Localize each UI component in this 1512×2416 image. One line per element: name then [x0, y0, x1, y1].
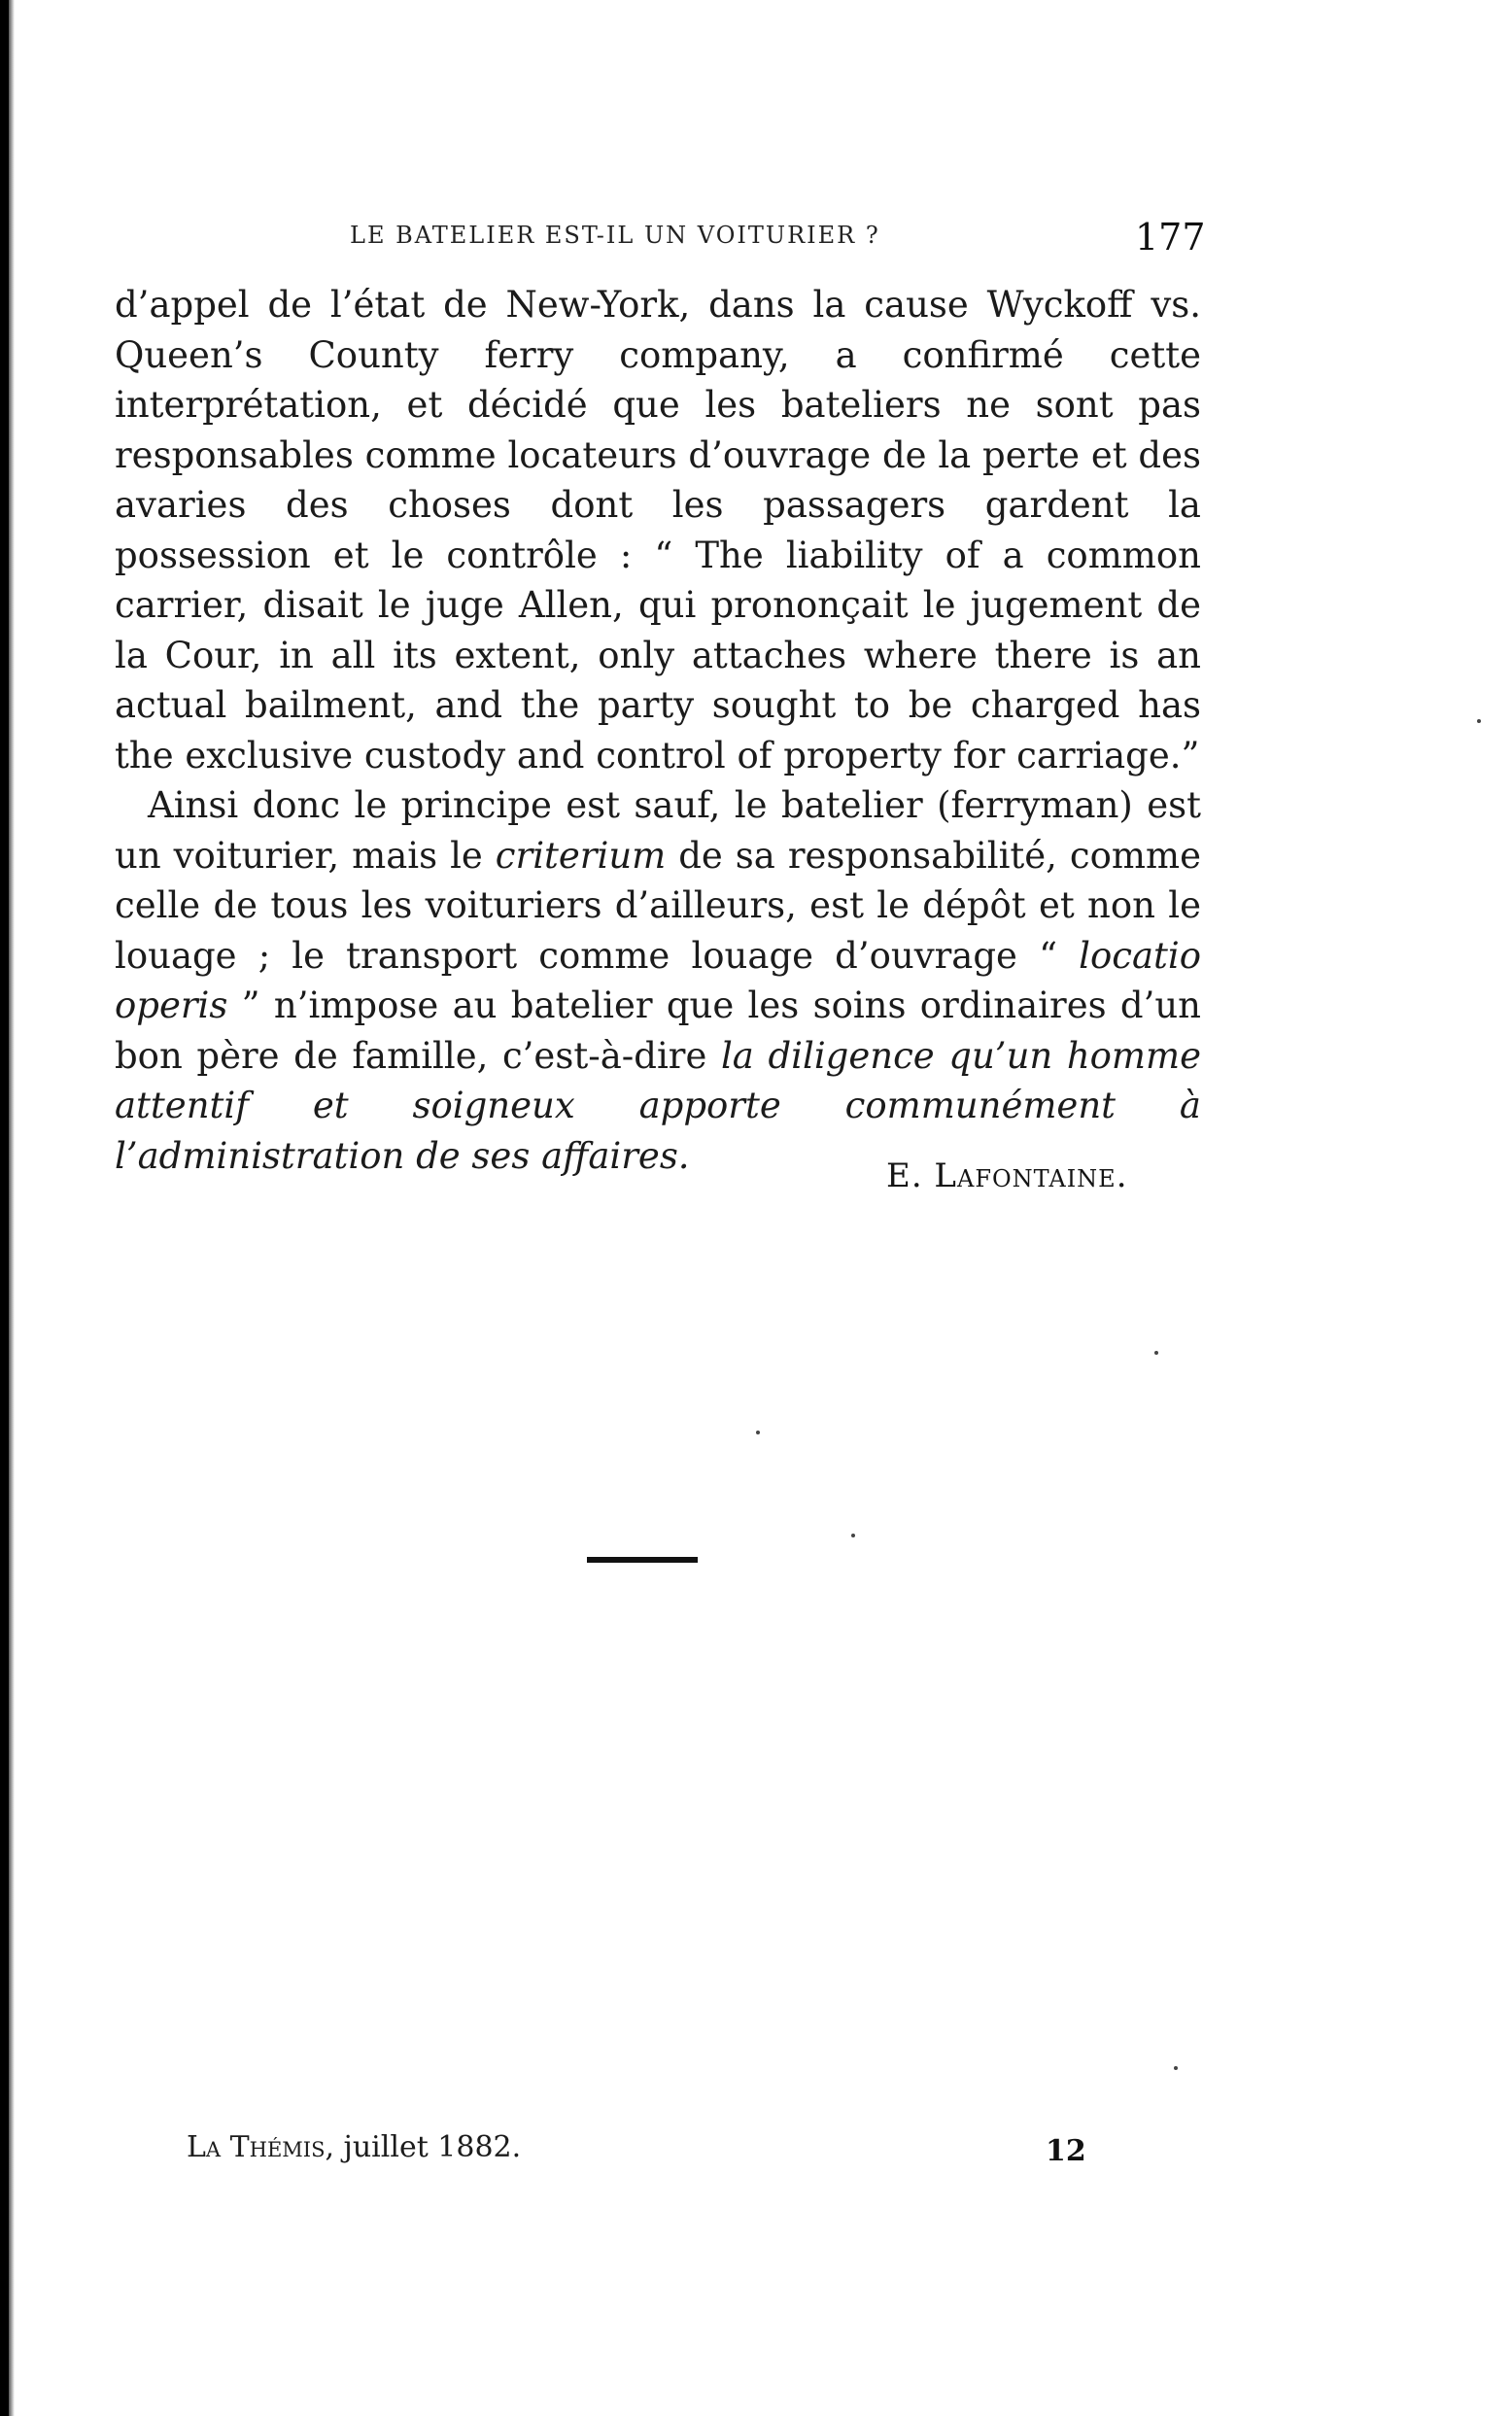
paragraph-2-part-2: de sa responsabilité, comme celle de tous les voituriers d’ailleurs, est le dépôt et non le louage ; le transport comme louage d’ouvrage “	[115, 834, 1201, 977]
scan-speck	[851, 1534, 855, 1537]
section-divider	[587, 1557, 698, 1563]
binding-shadow	[9, 0, 15, 2416]
author-signature: E. Lafontaine.	[886, 1156, 1128, 1195]
printer-signature: 12	[1046, 2134, 1086, 2168]
paragraph-2	[115, 780, 1201, 1181]
paragraph-2-part-3: ” n’impose au batelier que les soins ordinaires d’un bon père de famille, c’est-à-dire	[115, 984, 1201, 1077]
body-text	[115, 280, 1201, 1181]
running-head: LE BATELIER EST-IL UN VOITURIER ?	[350, 222, 880, 249]
scan-speck	[756, 1431, 760, 1434]
scan-speck	[1477, 719, 1481, 723]
binding-edge	[0, 0, 9, 2416]
page-number: 177	[1135, 216, 1206, 259]
scan-speck	[1174, 2066, 1178, 2070]
paragraph-2-italic-2: locatio operis	[115, 934, 1201, 1026]
scan-speck	[1154, 1351, 1158, 1355]
footer-journal: La Thémis,	[187, 2130, 334, 2164]
paragraph-2-italic-1: criterium	[495, 834, 667, 877]
footer-date: juillet 1882.	[334, 2130, 522, 2164]
footer-source	[187, 2130, 521, 2164]
paragraph-2-part-1: Ainsi donc le principe est sauf, le batelier (ferryman) est un voiturier, mais le	[115, 784, 1201, 877]
paragraph-1: d’appel de l’état de New-York, dans la cause Wyckoff vs. Queen’s County ferry company, a confirmé cette interprétation, et décidé que les bateliers ne sont pas responsables comme locateurs d’ouvrage de la perte et des avaries des choses dont les passagers gardent la possession et le contrôle : “ The liability of a common carrier, disait le juge Allen, qui prononçait le jugement de la Cour, in all its extent, only attaches where there is an actual bailment, and the party sought to be charged has the exclusive custody and control of property for carriage.”	[115, 284, 1201, 777]
paragraph-2-italic-3: la diligence qu’un homme attentif et soigneux apporte communément à l’administration de ses affaires.	[115, 1034, 1201, 1177]
